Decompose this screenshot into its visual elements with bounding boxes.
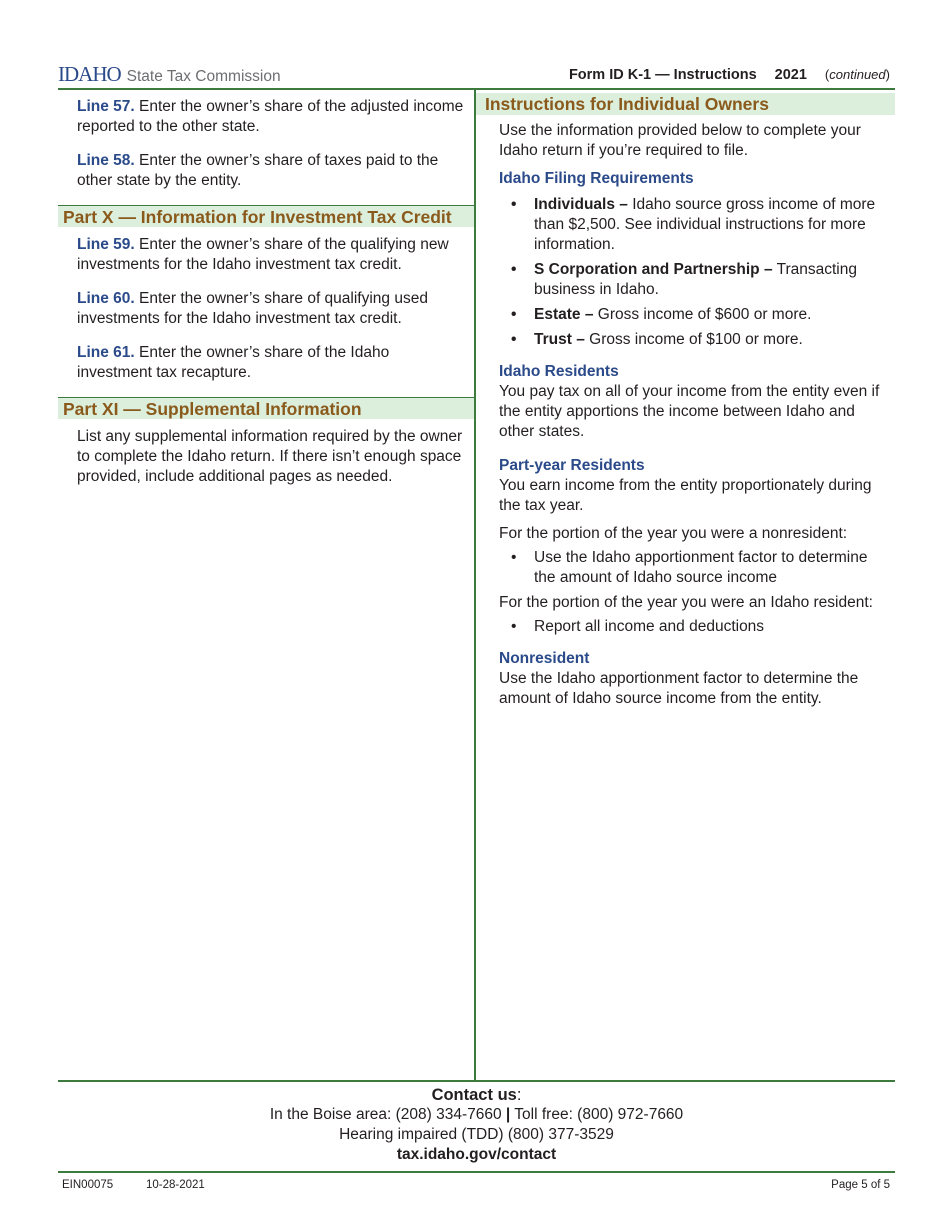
- filing-requirements-heading: Idaho Filing Requirements: [499, 170, 694, 187]
- form-name: Form ID K-1 — Instructions: [568, 67, 757, 83]
- idaho-residents-text: You pay tax on all of your income from the entity even if the entity apportions the income between Idaho and other states.: [499, 383, 880, 440]
- contact-top-rule: [58, 1080, 895, 1082]
- nonresident-heading: Nonresident: [499, 650, 590, 667]
- filing-requirements-list: [499, 195, 891, 350]
- nonresident-text: Use the Idaho apportionment factor to determine the amount of Idaho source income from the entity.: [499, 670, 859, 707]
- list-item: • Report all income and deductions: [511, 617, 891, 637]
- form-code: EIN00075: [62, 1179, 114, 1191]
- line-61: Line 61. Enter the owner’s share of the Idaho investment tax recapture.: [77, 344, 390, 381]
- intro-text: Use the information provided below to complete your Idaho return if you’re required to file.: [499, 122, 861, 159]
- list-item: • Individuals – Idaho source gross income of more than $2,500. See individual instructions for more information.: [511, 195, 891, 255]
- resident-portion-list: [499, 617, 891, 637]
- form-year: 2021: [774, 67, 807, 83]
- individual-owners-heading: Instructions for Individual Owners: [476, 93, 895, 115]
- list-item: • Use the Idaho apportionment factor to determine the amount of Idaho source income: [511, 548, 891, 588]
- part-year-text: You earn income from the entity proportionately during the tax year.: [499, 477, 872, 514]
- idaho-logo-mark: IDAHO: [58, 62, 121, 86]
- form-title: [569, 65, 890, 85]
- revision-date: 10-28-2021: [146, 1179, 205, 1191]
- line-59: Line 59. Enter the owner’s share of the qualifying new investments for the Idaho investment tax credit.: [77, 236, 449, 273]
- part-x-heading: Part X — Information for Investment Tax Credit: [58, 205, 474, 227]
- contact-title: Contact us:: [431, 1086, 522, 1104]
- list-item: • S Corporation and Partnership – Transacting business in Idaho.: [511, 260, 891, 300]
- list-item: • Estate – Gross income of $600 or more.: [511, 305, 891, 325]
- line-60: Line 60. Enter the owner’s share of qualifying used investments for the Idaho investment tax credit.: [77, 290, 428, 327]
- agency-logo: [58, 64, 281, 87]
- left-column: [58, 97, 474, 501]
- right-column: [476, 93, 895, 715]
- resident-portion-text: For the portion of the year you were an Idaho resident:: [499, 594, 873, 611]
- page-number: Page 5 of 5: [831, 1179, 890, 1191]
- contact-phone-line: In the Boise area: (208) 334-7660 | Toll free: (800) 972-7660: [269, 1106, 684, 1123]
- part-year-residents-heading: Part-year Residents: [499, 457, 645, 474]
- contact-url[interactable]: tax.idaho.gov/contact: [396, 1146, 557, 1163]
- line-58: Line 58. Enter the owner’s share of taxes paid to the other state by the entity.: [77, 152, 439, 189]
- supplemental-text: List any supplemental information required by the owner to complete the Idaho return. If there isn’t enough space provided, include additional pages as needed.: [77, 428, 463, 485]
- idaho-residents-heading: Idaho Residents: [499, 363, 619, 380]
- agency-name: State Tax Commission: [126, 68, 281, 85]
- nonresident-portion-list: [499, 548, 891, 588]
- list-item: • Trust – Gross income of $100 or more.: [511, 330, 891, 350]
- contact-block: [58, 1085, 895, 1165]
- header-rule: [58, 88, 895, 90]
- continued-label: (continued): [824, 67, 890, 82]
- page-header: [58, 62, 890, 88]
- contact-tdd-line: Hearing impaired (TDD) (800) 377-3529: [339, 1126, 614, 1143]
- footer-rule: [58, 1171, 895, 1173]
- line-57: Line 57. Enter the owner’s share of the adjusted income reported to the other state.: [77, 98, 464, 135]
- nonresident-portion-text: For the portion of the year you were a nonresident:: [499, 525, 848, 542]
- part-xi-heading: Part XI — Supplemental Information: [58, 397, 474, 419]
